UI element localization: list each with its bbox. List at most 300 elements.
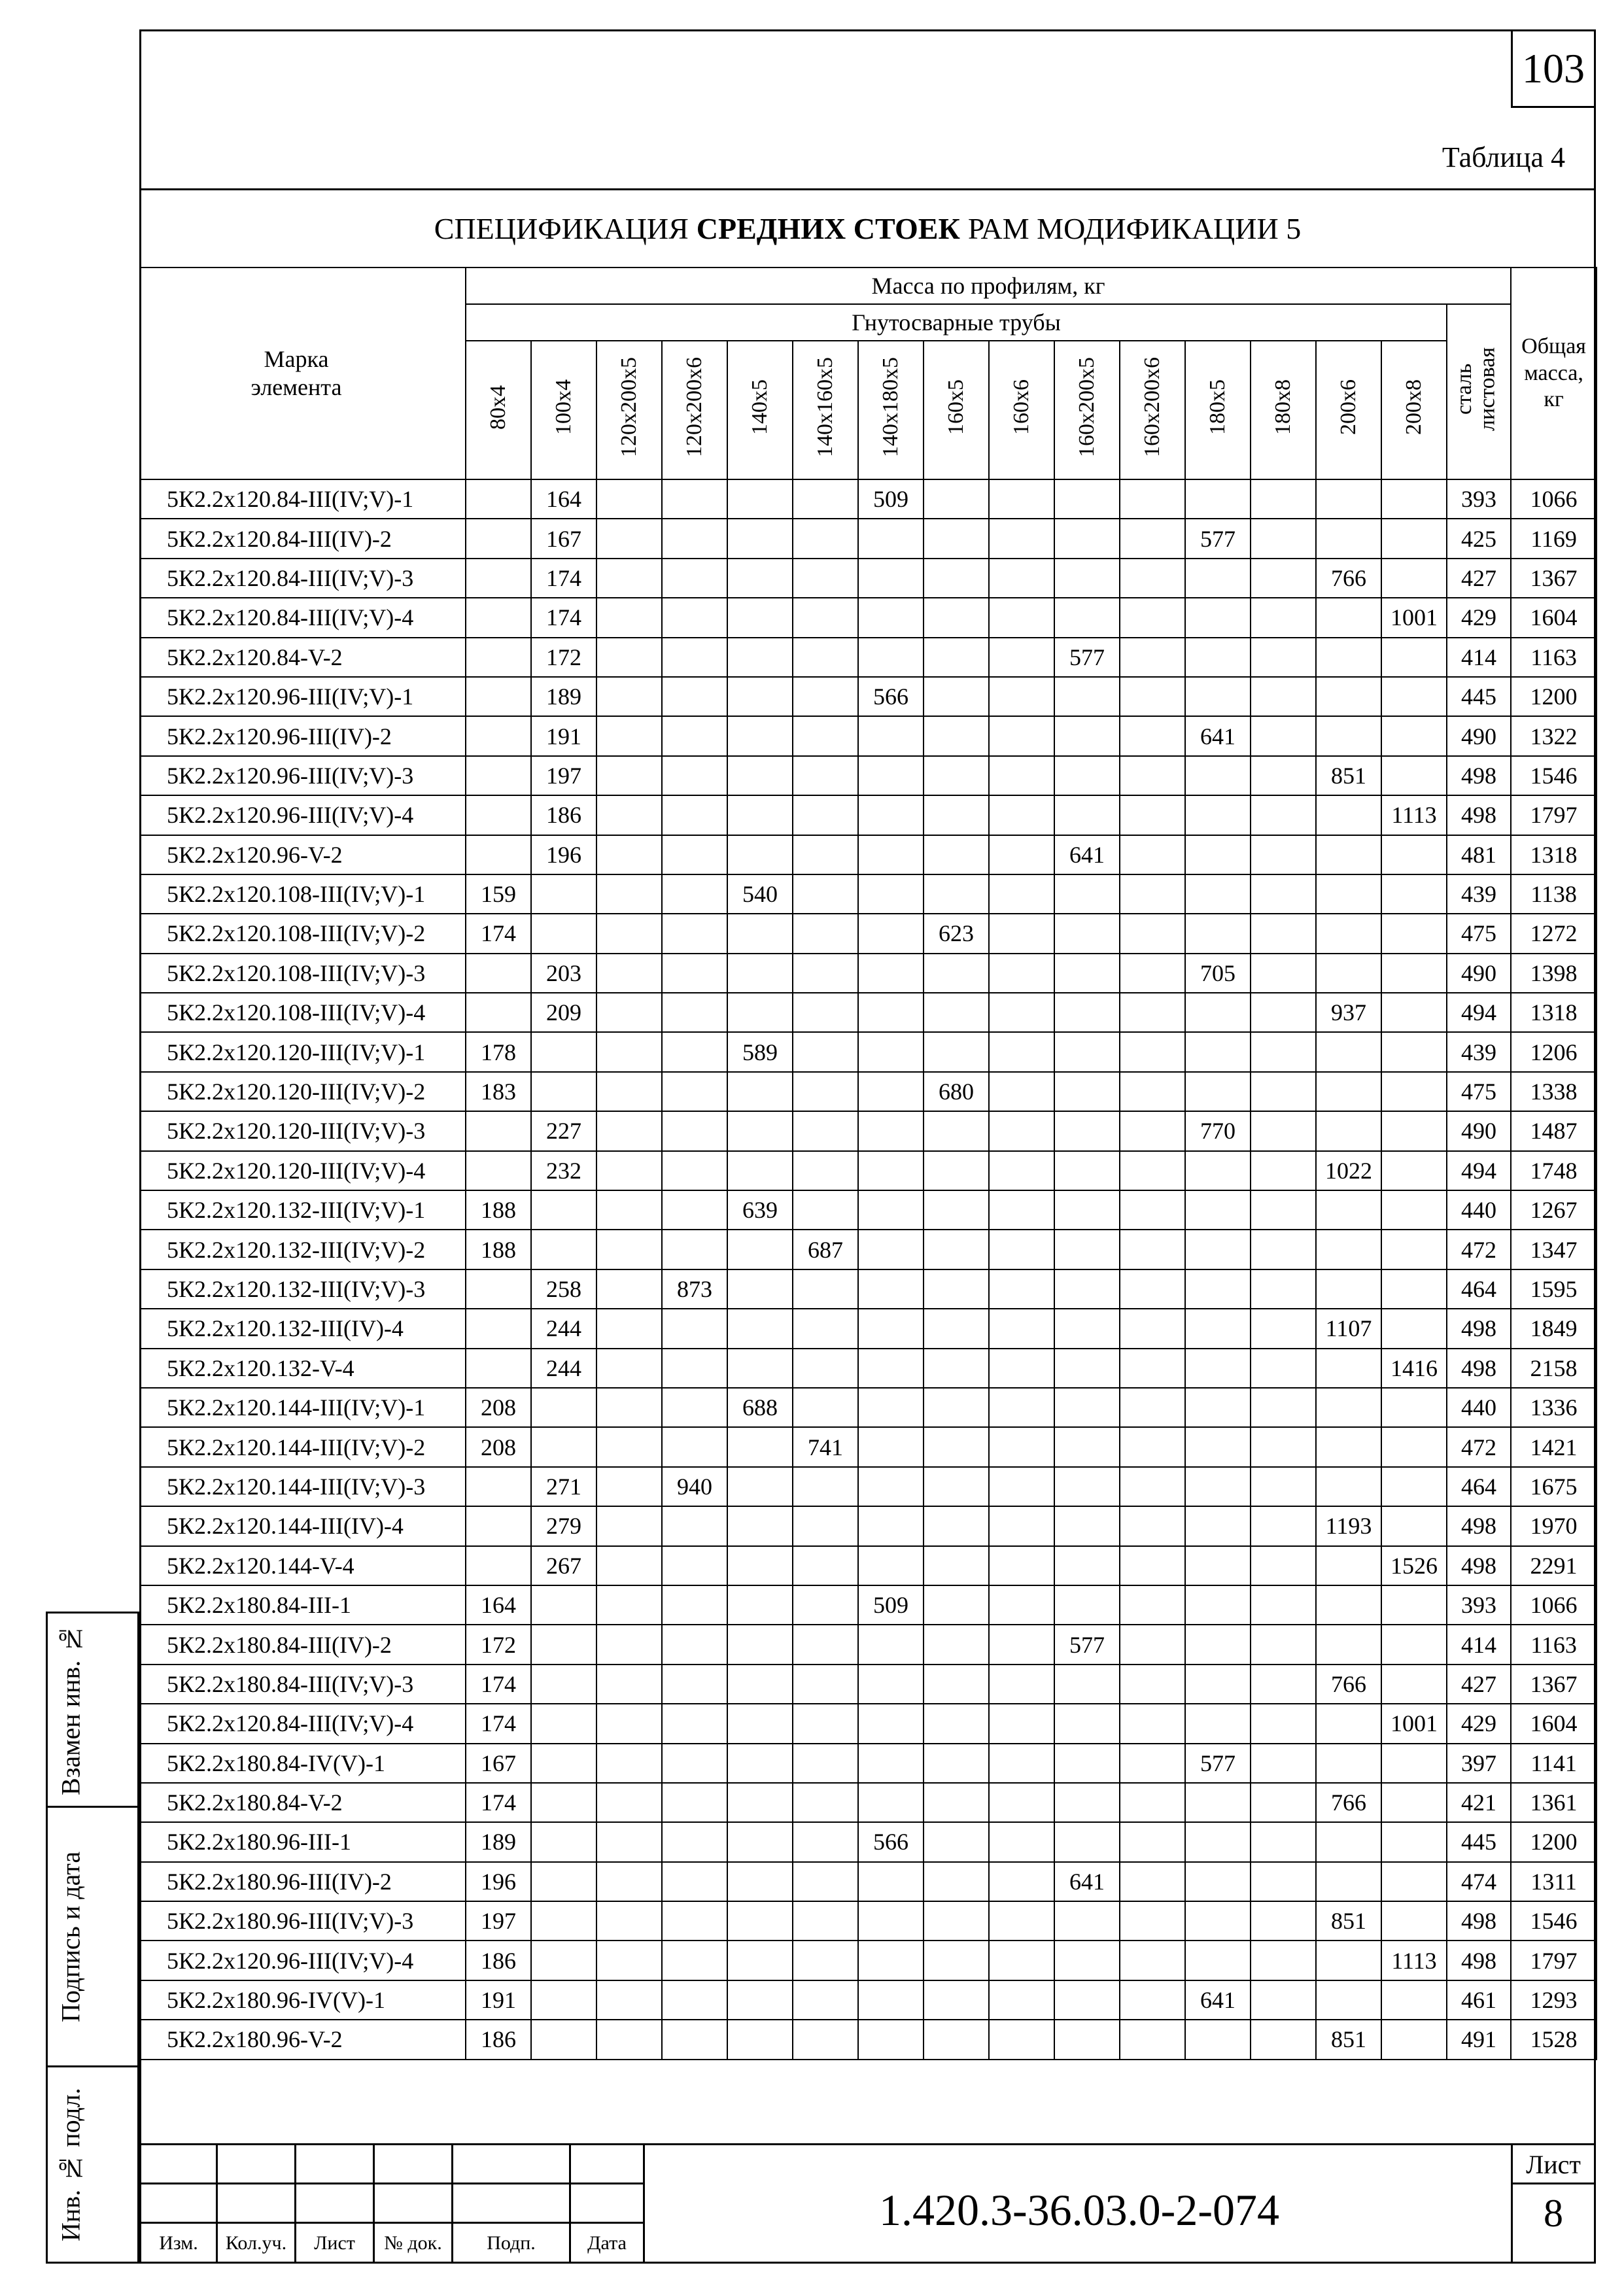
profile-mass-cell: [989, 1230, 1054, 1269]
profile-mass-cell: [1185, 795, 1251, 835]
profile-mass-cell: [662, 1388, 727, 1427]
profile-mass-cell: [1316, 479, 1381, 519]
profile-mass-cell: [662, 479, 727, 519]
profile-mass-cell: [1185, 1072, 1251, 1111]
sheet-steel-cell: 490: [1447, 954, 1511, 993]
tb-izm: Изм.: [159, 2232, 198, 2254]
profile-mass-cell: [989, 756, 1054, 795]
table-row: [140, 795, 1597, 835]
profile-mass-cell: 191: [466, 1980, 531, 2020]
profile-mass-cell: [1054, 1388, 1120, 1427]
profile-mass-cell: [1251, 519, 1316, 558]
profile-mass-cell: [1316, 914, 1381, 953]
table-row: [140, 1269, 1597, 1309]
table-row: [140, 1032, 1597, 1071]
profile-mass-cell: 186: [531, 795, 596, 835]
profile-mass-cell: [1054, 559, 1120, 598]
profile-mass-cell: [662, 1980, 727, 2020]
profile-mass-cell: [466, 993, 531, 1032]
profile-mass-cell: [1120, 1190, 1185, 1230]
profile-mass-cell: 1022: [1316, 1151, 1381, 1190]
profile-mass-cell: [989, 1941, 1054, 1980]
profile-mass-cell: [1251, 1032, 1316, 1071]
profile-mass-cell: [1381, 1585, 1447, 1625]
profile-mass-cell: 186: [466, 1941, 531, 1980]
profile-mass-cell: [989, 1032, 1054, 1071]
sheet-steel-cell: 472: [1447, 1427, 1511, 1466]
profile-mass-cell: [596, 1941, 662, 1980]
total-mass-cell: 1322: [1511, 716, 1597, 755]
sheet-steel-cell: 474: [1447, 1862, 1511, 1901]
profile-mass-cell: [596, 1349, 662, 1388]
profile-mass-cell: [662, 1309, 727, 1348]
profile-mass-cell: [793, 1822, 858, 1861]
profile-mass-cell: [793, 1032, 858, 1071]
profile-mass-cell: [1381, 1506, 1447, 1545]
profile-mass-cell: [1120, 1349, 1185, 1388]
profile-mass-cell: 167: [466, 1744, 531, 1783]
profile-mass-cell: 873: [662, 1269, 727, 1309]
profile-mass-cell: [793, 914, 858, 953]
profile-mass-cell: [793, 1901, 858, 1941]
profile-mass-cell: [466, 598, 531, 637]
profile-mass-cell: [793, 874, 858, 914]
profile-mass-cell: [858, 1230, 924, 1269]
sheet-steel-cell: 440: [1447, 1190, 1511, 1230]
profile-mass-cell: [924, 1506, 989, 1545]
element-mark: 5К2.2х120.144-III(IV)-4: [140, 1506, 466, 1545]
profile-mass-cell: [1381, 1111, 1447, 1150]
table-row: [140, 1072, 1597, 1111]
total-mass-cell: 1595: [1511, 1269, 1597, 1309]
profile-mass-cell: [1120, 1901, 1185, 1941]
tb-doc-number: № док.: [384, 2232, 442, 2254]
profile-mass-cell: [1381, 914, 1447, 953]
profile-header: 200x6: [1316, 341, 1381, 479]
profile-mass-cell: 244: [531, 1349, 596, 1388]
sheet-steel-header: сталь листовая: [1447, 304, 1511, 479]
profile-mass-cell: [793, 638, 858, 677]
total-mass-cell: 1367: [1511, 559, 1597, 598]
profile-mass-cell: [924, 519, 989, 558]
profile-mass-cell: [662, 1032, 727, 1071]
element-mark: 5К2.2х180.96-III(IV;V)-3: [140, 1901, 466, 1941]
profile-mass-cell: [924, 2020, 989, 2059]
profile-mass-cell: [1120, 479, 1185, 519]
profile-mass-cell: [1185, 1269, 1251, 1309]
sheet-steel-cell: 498: [1447, 1901, 1511, 1941]
profile-mass-cell: [466, 1506, 531, 1545]
profile-mass-cell: 766: [1316, 559, 1381, 598]
profile-mass-cell: 209: [531, 993, 596, 1032]
element-mark: 5К2.2х120.96-III(IV)-2: [140, 716, 466, 755]
profile-mass-cell: [596, 1546, 662, 1585]
total-mass-cell: 1338: [1511, 1072, 1597, 1111]
table-row: [140, 874, 1597, 914]
profile-mass-cell: [924, 479, 989, 519]
profile-mass-cell: [793, 1190, 858, 1230]
element-mark: 5К2.2х120.108-III(IV;V)-1: [140, 874, 466, 914]
profile-mass-cell: [1185, 1230, 1251, 1269]
profile-mass-cell: [989, 1980, 1054, 2020]
profile-mass-cell: [727, 1941, 793, 1980]
sheet-steel-cell: 490: [1447, 1111, 1511, 1150]
profile-mass-cell: [1251, 1467, 1316, 1506]
profile-mass-cell: [727, 914, 793, 953]
profile-mass-cell: [596, 1744, 662, 1783]
spec-title-part2: РАМ МОДИФИКАЦИИ 5: [967, 211, 1302, 245]
total-mass-cell: 1604: [1511, 1704, 1597, 1743]
profile-mass-cell: [727, 1230, 793, 1269]
table-row: [140, 1585, 1597, 1625]
sheet-steel-cell: 439: [1447, 874, 1511, 914]
profile-mass-cell: [1185, 1665, 1251, 1704]
profile-mass-cell: [1251, 1349, 1316, 1388]
profile-mass-cell: [989, 716, 1054, 755]
profile-mass-cell: 174: [531, 559, 596, 598]
element-mark: 5К2.2х120.120-III(IV;V)-2: [140, 1072, 466, 1111]
profile-mass-cell: [596, 1506, 662, 1545]
profile-mass-cell: [662, 1941, 727, 1980]
profile-mass-cell: [793, 1941, 858, 1980]
table-row: [140, 1980, 1597, 2020]
profile-mass-cell: [662, 1704, 727, 1743]
profile-mass-cell: [662, 1546, 727, 1585]
element-mark: 5К2.2х120.132-III(IV)-4: [140, 1309, 466, 1348]
profile-mass-cell: [1185, 2020, 1251, 2059]
profile-mass-cell: [1185, 1704, 1251, 1743]
profile-mass-cell: 279: [531, 1506, 596, 1545]
profile-mass-cell: [596, 677, 662, 716]
profile-mass-cell: [466, 677, 531, 716]
profile-mass-cell: [596, 1072, 662, 1111]
table-row: [140, 1151, 1597, 1190]
profile-mass-cell: [1054, 1546, 1120, 1585]
profile-mass-cell: 1416: [1381, 1349, 1447, 1388]
profile-mass-cell: [989, 479, 1054, 519]
profile-mass-cell: [793, 1506, 858, 1545]
profile-mass-cell: [793, 1072, 858, 1111]
profile-mass-cell: [596, 1665, 662, 1704]
profile-mass-cell: [1185, 1190, 1251, 1230]
profile-mass-cell: 271: [531, 1467, 596, 1506]
table-row: [140, 1783, 1597, 1822]
profile-mass-cell: [727, 1506, 793, 1545]
sheet-steel-cell: 429: [1447, 1704, 1511, 1743]
profile-mass-cell: [924, 1032, 989, 1071]
profile-mass-cell: [1316, 1111, 1381, 1150]
profile-mass-cell: 641: [1185, 716, 1251, 755]
profile-mass-cell: [662, 598, 727, 637]
profile-mass-cell: 766: [1316, 1665, 1381, 1704]
total-mass-cell: 1141: [1511, 1744, 1597, 1783]
sheet-steel-cell: 481: [1447, 835, 1511, 874]
profile-mass-cell: [662, 1744, 727, 1783]
sheet-steel-cell: 414: [1447, 638, 1511, 677]
title-block-row-line: [139, 2183, 643, 2184]
sheet-steel-cell: 498: [1447, 1309, 1511, 1348]
profile-mass-cell: [1054, 1506, 1120, 1545]
profile-mass-cell: 851: [1316, 1901, 1381, 1941]
profile-mass-cell: [924, 1980, 989, 2020]
mass-by-profile-header: Масса по профилям, кг: [466, 267, 1511, 304]
profile-mass-cell: [1381, 1388, 1447, 1427]
profile-mass-cell: [989, 1388, 1054, 1427]
profile-mass-cell: 688: [727, 1388, 793, 1427]
element-mark: 5К2.2х180.84-III-1: [140, 1585, 466, 1625]
profile-mass-cell: [596, 1862, 662, 1901]
element-mark: 5К2.2х120.132-V-4: [140, 1349, 466, 1388]
profile-mass-cell: [1381, 677, 1447, 716]
profile-mass-cell: 566: [858, 1822, 924, 1861]
profile-mass-cell: [727, 716, 793, 755]
spec-table: [139, 267, 1597, 2060]
element-mark: 5К2.2х120.84-III(IV;V)-4: [140, 598, 466, 637]
profile-mass-cell: [596, 716, 662, 755]
sheet-steel-cell: 439: [1447, 1032, 1511, 1071]
table-row: [140, 677, 1597, 716]
profile-mass-cell: [1316, 638, 1381, 677]
profile-header: 160x200x5: [1054, 341, 1120, 479]
element-mark: 5К2.2х120.96-III(IV;V)-3: [140, 756, 466, 795]
profile-mass-cell: [1054, 1665, 1120, 1704]
total-mass-cell: 1675: [1511, 1467, 1597, 1506]
profile-mass-cell: [989, 1190, 1054, 1230]
profile-mass-cell: [1054, 993, 1120, 1032]
profile-mass-cell: [727, 1151, 793, 1190]
profile-mass-cell: [1381, 1309, 1447, 1348]
total-mass-cell: 2291: [1511, 1546, 1597, 1585]
profile-mass-cell: [989, 519, 1054, 558]
profile-mass-cell: [924, 1388, 989, 1427]
total-mass-cell: 1546: [1511, 1901, 1597, 1941]
element-mark: 5К2.2х120.108-III(IV;V)-2: [140, 914, 466, 953]
profile-mass-cell: [1251, 1269, 1316, 1309]
element-mark: 5К2.2х120.84-III(IV)-2: [140, 519, 466, 558]
profile-mass-cell: [531, 1901, 596, 1941]
profile-mass-cell: [1251, 1506, 1316, 1545]
profile-mass-cell: [1251, 993, 1316, 1032]
profile-mass-cell: [858, 1032, 924, 1071]
profile-mass-cell: 188: [466, 1190, 531, 1230]
profile-mass-cell: [1251, 1072, 1316, 1111]
sheet-steel-cell: 429: [1447, 598, 1511, 637]
profile-mass-cell: [1120, 1230, 1185, 1269]
profile-mass-cell: [596, 1901, 662, 1941]
profile-mass-cell: [858, 795, 924, 835]
element-mark: 5К2.2х120.84-III(IV;V)-3: [140, 559, 466, 598]
profile-mass-cell: 937: [1316, 993, 1381, 1032]
profile-mass-cell: [793, 1309, 858, 1348]
element-mark: 5К2.2х120.120-III(IV;V)-4: [140, 1151, 466, 1190]
profile-mass-cell: [596, 874, 662, 914]
total-mass-cell: 1206: [1511, 1032, 1597, 1071]
profile-mass-cell: [924, 756, 989, 795]
profile-mass-cell: [924, 1546, 989, 1585]
total-mass-cell: 2158: [1511, 1349, 1597, 1388]
profile-mass-cell: [1251, 874, 1316, 914]
profile-mass-cell: [662, 1349, 727, 1388]
profile-mass-cell: [989, 795, 1054, 835]
element-mark: 5К2.2х120.108-III(IV;V)-3: [140, 954, 466, 993]
element-mark: 5К2.2х120.96-III(IV;V)-4: [140, 1941, 466, 1980]
element-mark: 5К2.2х120.132-III(IV;V)-3: [140, 1269, 466, 1309]
profile-mass-cell: [1251, 1585, 1316, 1625]
profile-mass-cell: [662, 1427, 727, 1466]
profile-mass-cell: [727, 954, 793, 993]
profile-mass-cell: [531, 1388, 596, 1427]
profile-mass-cell: [466, 1467, 531, 1506]
profile-mass-cell: [727, 756, 793, 795]
profile-mass-cell: [1316, 954, 1381, 993]
profile-mass-cell: [1251, 559, 1316, 598]
profile-mass-cell: [1316, 1388, 1381, 1427]
profile-mass-cell: [1251, 1388, 1316, 1427]
profile-mass-cell: [793, 756, 858, 795]
profile-mass-cell: [793, 1625, 858, 1664]
profile-mass-cell: [596, 1427, 662, 1466]
profile-mass-cell: [1054, 1941, 1120, 1980]
profile-mass-cell: [596, 559, 662, 598]
profile-mass-cell: 188: [466, 1230, 531, 1269]
table-row: [140, 1230, 1597, 1269]
sheet-steel-cell: 472: [1447, 1230, 1511, 1269]
profile-mass-cell: [1120, 559, 1185, 598]
element-mark: 5К2.2х180.96-III-1: [140, 1822, 466, 1861]
profile-mass-cell: [727, 1901, 793, 1941]
profile-mass-cell: [1316, 1862, 1381, 1901]
profile-mass-cell: [858, 954, 924, 993]
profile-mass-cell: [531, 2020, 596, 2059]
profile-mass-cell: [924, 1901, 989, 1941]
profile-mass-cell: [727, 1625, 793, 1664]
side-label-replacement: Взамен инв. №: [56, 1624, 86, 1795]
profile-mass-cell: [1316, 795, 1381, 835]
profile-mass-cell: [1316, 1980, 1381, 2020]
total-mass-cell: 1318: [1511, 993, 1597, 1032]
profile-mass-cell: [924, 1941, 989, 1980]
profile-mass-cell: [858, 1704, 924, 1743]
profile-mass-cell: 1001: [1381, 1704, 1447, 1743]
profile-mass-cell: [727, 1309, 793, 1348]
total-mass-cell: 1347: [1511, 1230, 1597, 1269]
element-mark: 5К2.2х120.84-III(IV;V)-4: [140, 1704, 466, 1743]
profile-mass-cell: 540: [727, 874, 793, 914]
profile-mass-cell: [1120, 1467, 1185, 1506]
profile-mass-cell: [924, 1467, 989, 1506]
profile-mass-cell: [1381, 1072, 1447, 1111]
profile-mass-cell: 1193: [1316, 1506, 1381, 1545]
profile-mass-cell: [531, 1230, 596, 1269]
total-mass-cell: 1546: [1511, 756, 1597, 795]
profile-mass-cell: [662, 716, 727, 755]
profile-mass-cell: [1316, 835, 1381, 874]
profile-mass-cell: [1381, 993, 1447, 1032]
element-mark: 5К2.2х120.96-III(IV;V)-4: [140, 795, 466, 835]
profile-mass-cell: [1316, 874, 1381, 914]
profile-mass-cell: [924, 1625, 989, 1664]
profile-mass-cell: [858, 1506, 924, 1545]
profile-mass-cell: 178: [466, 1032, 531, 1071]
profile-mass-cell: [531, 1032, 596, 1071]
profile-mass-cell: [1054, 1704, 1120, 1743]
profile-mass-cell: [662, 1506, 727, 1545]
profile-mass-cell: 577: [1185, 519, 1251, 558]
profile-mass-cell: [727, 1665, 793, 1704]
profile-mass-cell: [1316, 598, 1381, 637]
profile-mass-cell: [1316, 1744, 1381, 1783]
profile-mass-cell: [727, 559, 793, 598]
element-mark: 5К2.2х120.144-III(IV;V)-2: [140, 1427, 466, 1466]
profile-mass-cell: [662, 914, 727, 953]
total-mass-cell: 1487: [1511, 1111, 1597, 1150]
profile-mass-cell: [924, 835, 989, 874]
profile-header: 180x5: [1185, 341, 1251, 479]
sheet-steel-cell: 440: [1447, 1388, 1511, 1427]
profile-mass-cell: 164: [531, 479, 596, 519]
profile-mass-cell: [1185, 1901, 1251, 1941]
sheet-steel-cell: 461: [1447, 1980, 1511, 2020]
profile-mass-cell: 167: [531, 519, 596, 558]
profile-mass-cell: [1251, 795, 1316, 835]
sheet-label: Лист: [1526, 2150, 1581, 2179]
profile-mass-cell: [924, 795, 989, 835]
profile-mass-cell: [1316, 1032, 1381, 1071]
total-mass-cell: 1066: [1511, 1585, 1597, 1625]
table-row: [140, 716, 1597, 755]
profile-mass-cell: 174: [466, 914, 531, 953]
profile-mass-cell: 566: [858, 677, 924, 716]
profile-mass-cell: [1251, 677, 1316, 716]
profile-mass-cell: [1054, 1111, 1120, 1150]
sheet-steel-cell: 425: [1447, 519, 1511, 558]
element-mark: 5К2.2х120.84-III(IV;V)-1: [140, 479, 466, 519]
profile-mass-cell: [1120, 1072, 1185, 1111]
profile-mass-cell: [1120, 598, 1185, 637]
profile-mass-cell: 1113: [1381, 795, 1447, 835]
profile-mass-cell: 1001: [1381, 598, 1447, 637]
profile-mass-cell: [793, 993, 858, 1032]
profile-mass-cell: [793, 479, 858, 519]
sheet-steel-cell: 414: [1447, 1625, 1511, 1664]
profile-mass-cell: [1381, 1822, 1447, 1861]
table-row: [140, 954, 1597, 993]
profile-mass-cell: [1251, 1151, 1316, 1190]
profile-mass-cell: [1185, 1506, 1251, 1545]
element-mark: 5К2.2х180.84-V-2: [140, 1783, 466, 1822]
profile-mass-cell: [858, 1783, 924, 1822]
profile-mass-cell: 766: [1316, 1783, 1381, 1822]
profile-header: 140x5: [727, 341, 793, 479]
profile-mass-cell: [1316, 519, 1381, 558]
total-mass-cell: 1421: [1511, 1427, 1597, 1466]
profile-mass-cell: 189: [531, 677, 596, 716]
profile-mass-cell: [1120, 1032, 1185, 1071]
profile-mass-cell: [466, 835, 531, 874]
profile-mass-cell: [1251, 716, 1316, 755]
profile-header: 180x8: [1251, 341, 1316, 479]
profile-mass-cell: [531, 1941, 596, 1980]
profile-mass-cell: [596, 1585, 662, 1625]
profile-mass-cell: [793, 598, 858, 637]
profile-mass-cell: [662, 1151, 727, 1190]
profile-mass-cell: [596, 1111, 662, 1150]
profile-mass-cell: [793, 1111, 858, 1150]
profile-mass-cell: [662, 2020, 727, 2059]
total-mass-cell: 1200: [1511, 677, 1597, 716]
profile-mass-cell: [858, 1427, 924, 1466]
profile-mass-cell: 208: [466, 1388, 531, 1427]
